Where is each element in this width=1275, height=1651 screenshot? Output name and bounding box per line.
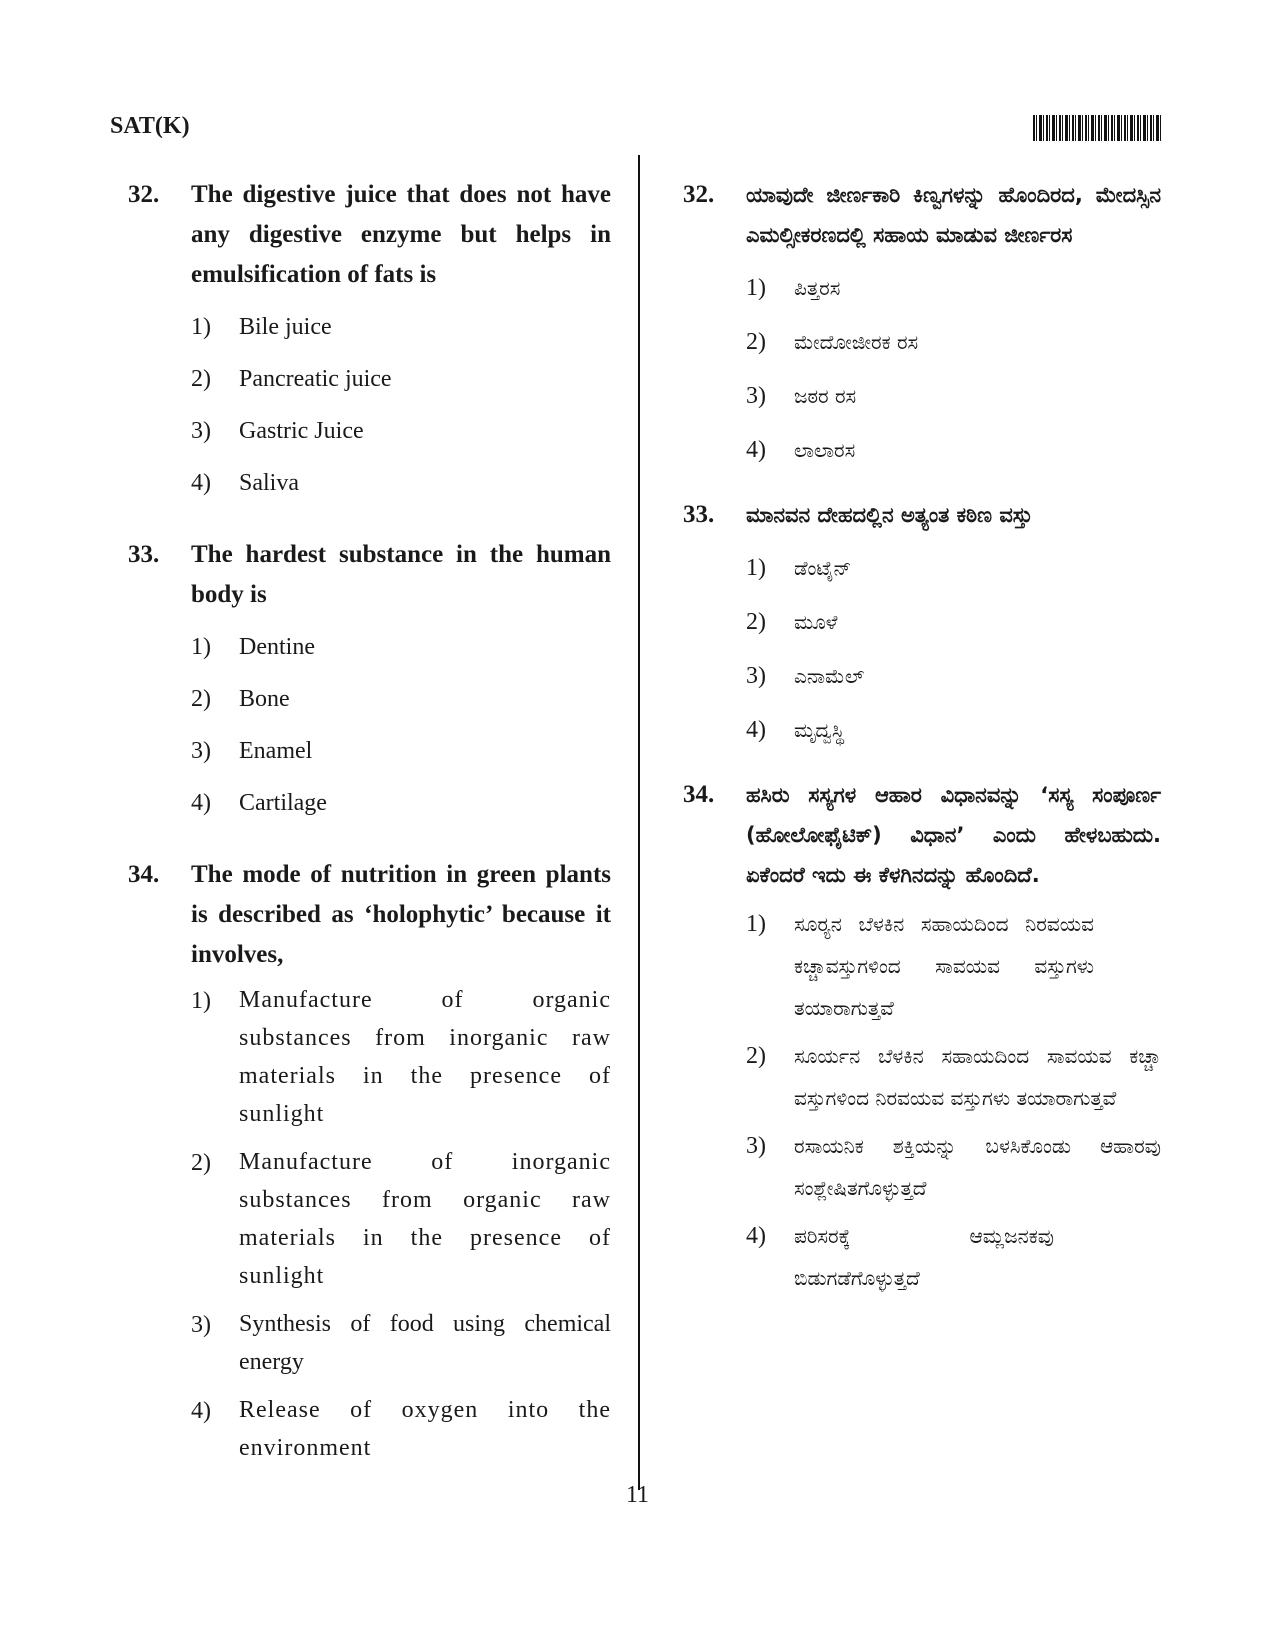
- question-text: ಮಾನವನ ದೇಹದಲ್ಲಿನ ಅತ್ಯಂತ ಕಠಿಣ ವಸ್ತು: [746, 503, 1033, 527]
- option-number: 3): [191, 1312, 211, 1338]
- option: [746, 547, 1161, 589]
- option-text: ಜಠರ ರಸ: [794, 384, 857, 408]
- option: [191, 1143, 611, 1295]
- option-text: ರಸಾಯನಿಕ ಶಕ್ತಿಯನ್ನು ಬಳಸಿಕೊಂಡು ಆಹಾರವು ಸಂಶ್ಲೇಷಿತಗೊಳ್ಳುತ್ತದೆ: [794, 1134, 1161, 1200]
- page-number: 11: [625, 1482, 650, 1508]
- question-text: The hardest substance in the human body is: [191, 541, 611, 608]
- option-text: Release of oxygen into the environment: [239, 1397, 611, 1461]
- option-number: 3): [191, 738, 211, 764]
- option-number: 1): [191, 634, 211, 660]
- option-number: 3): [746, 383, 766, 409]
- option-text: ಪಿತ್ತರಸ: [794, 276, 841, 300]
- option-number: 1): [746, 555, 766, 581]
- option: [746, 655, 1161, 697]
- option-number: 1): [746, 275, 766, 301]
- option: [746, 601, 1161, 643]
- question-text: The digestive juice that does not have any digestive enzyme but helps in emulsification of fats is: [191, 181, 611, 288]
- question-32-kn: [683, 175, 1161, 471]
- option-number: 3): [191, 418, 211, 444]
- option: [746, 1125, 1161, 1209]
- option-text: Enamel: [239, 738, 313, 764]
- option-text: ಮೇದೋಜೀರಕ ರಸ: [794, 330, 919, 354]
- question-34-kn: [683, 775, 1161, 1299]
- option: [746, 375, 1161, 417]
- option-number: 4): [191, 1398, 211, 1424]
- option-number: 2): [746, 329, 766, 355]
- option: [746, 1035, 1161, 1119]
- option-text: ಸೂರ‍್ಯನ ಬೆಳಕಿನ ಸಹಾಯದಿಂದ ನಿರವಯವ ಕಚ್ಚಾವಸ್ತುಗಳಿಂದ ಸಾವಯವ ವಸ್ತುಗಳು ತಯಾರಾಗುತ್ತವೆ: [794, 912, 1094, 1020]
- question-text: ಹಸಿರು ಸಸ್ಯಗಳ ಆಹಾರ ವಿಧಾನವನ್ನು ‘ಸಸ್ಯ ಸಂಪೂರ್ಣ (ಹೋಲೋಫೈಟಿಕ್) ವಿಧಾನ’ ಎಂದು ಹೇಳಬಹುದು. ಏಕೆಂದರೆ ಇದು ಈ ಕೆಳಗಿನದನ್ನು ಹೊಂದಿದೆ.: [746, 783, 1161, 887]
- option-number: 4): [191, 470, 211, 496]
- option: [746, 709, 1161, 751]
- question-number: 32.: [683, 181, 715, 208]
- question-number: 33.: [683, 501, 715, 528]
- option: [746, 321, 1161, 363]
- option: [191, 783, 611, 823]
- option-number: 3): [746, 663, 766, 689]
- option-text: ಮೂಳೆ: [794, 610, 838, 634]
- option-text: ಸೂರ್ಯನ ಬೆಳಕಿನ ಸಹಾಯದಿಂದ ಸಾವಯವ ಕಚ್ಚಾ ವಸ್ತುಗಳಿಂದ ನಿರವಯವ ವಸ್ತುಗಳು ತಯಾರಾಗುತ್ತವೆ: [794, 1044, 1161, 1110]
- option-text: Manufacture of inorganic substances from organic raw materials in the presence of sunlight: [239, 1149, 611, 1289]
- question-text: The mode of nutrition in green plants is described as ‘holophytic’ because it involves,: [191, 861, 611, 968]
- option: [191, 981, 611, 1133]
- option: [191, 463, 611, 503]
- option-number: 2): [191, 1150, 211, 1176]
- option-number: 1): [191, 988, 211, 1014]
- option: [746, 903, 1161, 1029]
- english-column: [128, 175, 611, 1467]
- option-number: 1): [746, 911, 766, 937]
- question-text: ಯಾವುದೇ ಜೀರ್ಣಕಾರಿ ಕಿಣ್ವಗಳನ್ನು ಹೊಂದಿರದ, ಮೇದಸ್ಸಿನ ಎಮಲ್ಸೀಕರಣದಲ್ಲಿ ಸಹಾಯ ಮಾಡುವ ಜೀರ್ಣರಸ: [746, 183, 1161, 247]
- option-text: ಎನಾಮೆಲ್: [794, 664, 865, 688]
- option-number: 4): [746, 437, 766, 463]
- barcode: [1033, 115, 1161, 141]
- kannada-column: [683, 175, 1161, 1299]
- option-text: Gastric Juice: [239, 418, 364, 444]
- option: [191, 1391, 611, 1467]
- option-text: Pancreatic juice: [239, 366, 392, 392]
- option-text: ಮೃದ್ವಸ್ಥಿ: [794, 718, 845, 742]
- option-text: ಡೆಂಟೈನ್: [794, 556, 852, 580]
- question-number: 33.: [128, 541, 160, 568]
- option-number: 1): [191, 314, 211, 340]
- question-34-en: [128, 855, 611, 1467]
- option: [746, 429, 1161, 471]
- option-text: Dentine: [239, 634, 315, 660]
- option-text: Manufacture of organic substances from inorganic raw materials in the presence of sunlight: [239, 987, 611, 1127]
- question-number: 32.: [128, 181, 160, 208]
- option: [191, 1305, 611, 1381]
- option-number: 4): [746, 1223, 766, 1249]
- option-number: 2): [191, 686, 211, 712]
- option-text: ಪರಿಸರಕ್ಕೆ ಆಮ್ಲಜನಕವು ಬಿಡುಗಡೆಗೊಳ್ಳುತ್ತದೆ: [794, 1224, 1054, 1290]
- option-number: 2): [746, 1043, 766, 1069]
- option-number: 4): [746, 717, 766, 743]
- option-text: Synthesis of food using chemical energy: [239, 1311, 611, 1375]
- question-33-en: [128, 535, 611, 823]
- question-number: 34.: [683, 781, 715, 808]
- option: [191, 411, 611, 451]
- option: [191, 307, 611, 347]
- exam-code: SAT(K): [110, 113, 190, 139]
- option: [746, 1215, 1161, 1299]
- option: [191, 731, 611, 771]
- option-number: 3): [746, 1133, 766, 1159]
- option: [191, 627, 611, 667]
- option-text: Cartilage: [239, 790, 327, 816]
- option: [191, 679, 611, 719]
- option-text: ಲಾಲಾರಸ: [794, 438, 856, 462]
- question-33-kn: [683, 495, 1161, 751]
- option-number: 2): [191, 366, 211, 392]
- question-number: 34.: [128, 861, 160, 888]
- option: [746, 267, 1161, 309]
- option-text: Bile juice: [239, 314, 332, 340]
- option-text: Bone: [239, 686, 290, 712]
- option-number: 4): [191, 790, 211, 816]
- option-text: Saliva: [239, 470, 299, 496]
- question-32-en: [128, 175, 611, 503]
- option: [191, 359, 611, 399]
- option-number: 2): [746, 609, 766, 635]
- column-divider: [638, 155, 640, 1490]
